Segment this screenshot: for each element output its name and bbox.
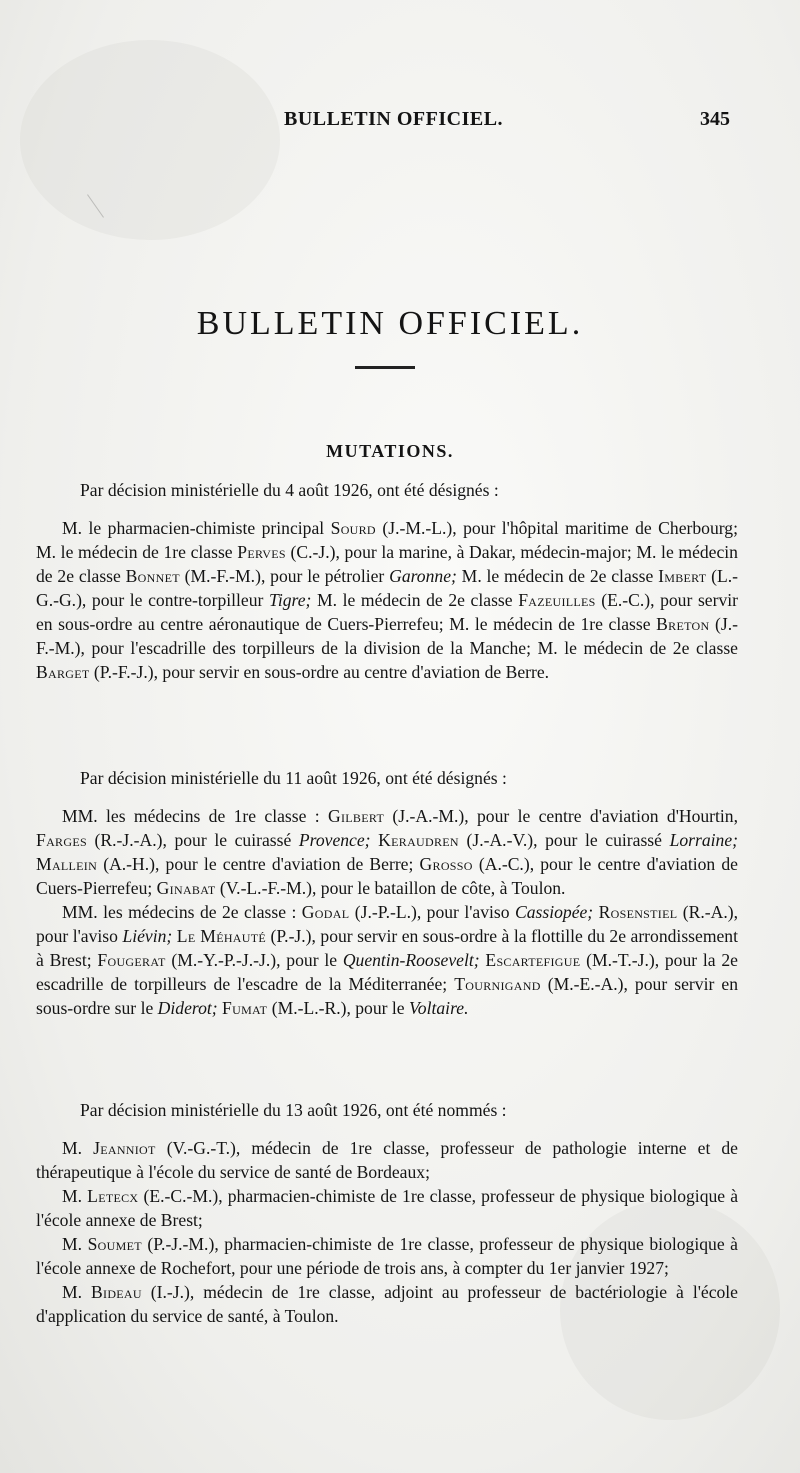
ship-name: Provence;	[298, 830, 371, 850]
person-name: Fougerat	[97, 950, 166, 970]
person-name: Gilbert	[328, 806, 385, 826]
text-run: (J.-A.-M.), pour le centre d'aviation d'Hourtin,	[384, 806, 738, 826]
section-title: MUTATIONS.	[326, 440, 454, 461]
text-run: (C.-J.), pour la marine, à Dakar, médecin-major; M. le médecin de 2e classe	[36, 542, 738, 586]
ship-name: Lorraine;	[669, 830, 739, 850]
text-run: (A.-H.), pour le centre d'aviation de Berre;	[97, 854, 420, 874]
text-run: (J.-A.-V.), pour le cuirassé	[458, 830, 670, 850]
person-name: Jeanniot	[93, 1138, 156, 1158]
person-name: Le Méhauté	[176, 926, 266, 946]
person-name: Keraudren	[378, 830, 459, 850]
text-run: (I.-J.), médecin de 1re classe, adjoint au professeur de bactériologie à l'école d'application du service de santé, à Toulon.	[36, 1282, 738, 1326]
person-name: Mallein	[36, 854, 98, 874]
text-run: (M.-L.-R.), pour le	[267, 998, 410, 1018]
person-name: Farges	[36, 830, 87, 850]
text-run: M. le médecin de 2e classe	[456, 566, 659, 586]
person-name: Sourd	[330, 518, 376, 538]
text-run: MM. les médecins de 1re classe :	[62, 806, 328, 826]
page-number: 345	[700, 108, 730, 130]
decision-intro: Par décision ministérielle du 13 août 1926, ont été nommés :	[80, 1100, 507, 1120]
decision-paragraph	[36, 516, 738, 684]
text-run: M.	[62, 1186, 88, 1206]
person-name: Bideau	[91, 1282, 142, 1302]
decision-block-1	[36, 478, 738, 684]
decision-block-2	[36, 766, 738, 1020]
person-name: Escartefigue	[485, 950, 581, 970]
decision-paragraph	[36, 900, 738, 1020]
person-name: Godal	[301, 902, 350, 922]
text-run: (M.-T.-J.), pour la 2e escadrille de torpilleurs de l'escadre de la Méditerranée;	[36, 950, 738, 994]
ship-name: Tigre;	[269, 590, 312, 610]
text-run: (E.-C.-M.), pharmacien-chimiste de 1re classe, professeur de physique biologique à l'école annexe de Brest;	[36, 1186, 738, 1230]
text-run: M.	[62, 1138, 94, 1158]
running-title: BULLETIN OFFICIEL.	[284, 108, 504, 130]
text-run: (V.-L.-F.-M.), pour le bataillon de côte, à Toulon.	[215, 878, 566, 898]
text-run: (R.-A.), pour l'aviso	[36, 902, 738, 946]
person-name: Ginabat	[156, 878, 216, 898]
person-name: Rosenstiel	[598, 902, 678, 922]
text-run: (R.-J.-A.), pour le cuirassé	[86, 830, 299, 850]
text-run: MM. les médecins de 2e classe :	[62, 902, 302, 922]
person-name: Fumat	[222, 998, 268, 1018]
text-run: (L.-G.-G.), pour le contre-torpilleur	[36, 566, 739, 610]
person-name: Bonnet	[125, 566, 180, 586]
text-run: (M.-Y.-P.-J.-J.), pour le	[165, 950, 343, 970]
decision-intro: Par décision ministérielle du 4 août 1926, ont été désignés :	[80, 480, 499, 500]
person-name: Tournigand	[454, 974, 541, 994]
ship-name: Garonne;	[389, 566, 457, 586]
ship-name: Voltaire.	[409, 998, 469, 1018]
text-run: (J.-F.-M.), pour l'escadrille des torpilleurs de la division de la Manche; M. le médecin de 2e classe	[36, 614, 738, 658]
text-run: (J.-M.-L.), pour l'hôpital maritime de Cherbourg; M. le médecin de 1re classe	[36, 518, 738, 562]
ship-name: Quentin-Roosevelt;	[342, 950, 480, 970]
text-run: M.	[62, 1234, 88, 1254]
person-name: Soumet	[87, 1234, 142, 1254]
ship-name: Liévin;	[122, 926, 173, 946]
decision-paragraph	[36, 1184, 738, 1232]
person-name: Letecx	[87, 1186, 139, 1206]
text-run: (M.-F.-M.), pour le pétrolier	[179, 566, 390, 586]
person-name: Barget	[36, 662, 90, 682]
text-run: (A.-C.), pour le centre d'aviation de Cuers-Pierrefeu;	[36, 854, 738, 898]
decision-paragraph	[36, 1280, 738, 1328]
person-name: Grosso	[419, 854, 473, 874]
ship-name: Cassiopée;	[514, 902, 594, 922]
text-run: (M.-E.-A.), pour servir en sous-ordre sur le	[36, 974, 738, 1018]
text-run: (E.-C.), pour servir en sous-ordre au centre aéronautique de Cuers-Pierrefeu; M. le médecin de 1re classe	[36, 590, 739, 634]
person-name: Breton	[656, 614, 710, 634]
text-run: (V.-G.-T.), médecin de 1re classe, professeur de pathologie interne et de thérapeutique à l'école du service de santé de Bordeaux;	[36, 1138, 738, 1182]
ship-name: Diderot;	[157, 998, 218, 1018]
decision-paragraph	[36, 1232, 738, 1280]
title-divider	[355, 366, 415, 369]
person-name: Fazeuilles	[518, 590, 596, 610]
text-run: (P.-J.-M.), pharmacien-chimiste de 1re classe, professeur de physique biologique à l'école annexe de Rochefort, pour une période de trois ans, à compter du 1er janvier 1927;	[36, 1234, 738, 1278]
page-title: BULLETIN OFFICIEL.	[196, 304, 584, 342]
text-run: M. le pharmacien-chimiste principal	[62, 518, 331, 538]
paper-stain	[20, 40, 280, 240]
text-run: (J.-P.-L.), pour l'aviso	[349, 902, 515, 922]
person-name: Perves	[237, 542, 286, 562]
text-run	[371, 830, 379, 850]
text-run: (P.-J.), pour servir en sous-ordre à la flottille du 2e arrondissement à Brest;	[36, 926, 738, 970]
text-run: (P.-F.-J.), pour servir en sous-ordre au centre d'aviation de Berre.	[89, 662, 550, 682]
decision-paragraph	[36, 804, 738, 900]
decision-intro: Par décision ministérielle du 11 août 1926, ont été désignés :	[80, 768, 507, 788]
decision-paragraph	[36, 1136, 738, 1184]
running-header	[0, 108, 800, 138]
decision-block-3	[36, 1098, 738, 1328]
text-run: M. le médecin de 2e classe	[311, 590, 519, 610]
text-run: M.	[62, 1282, 91, 1302]
person-name: Imbert	[658, 566, 707, 586]
